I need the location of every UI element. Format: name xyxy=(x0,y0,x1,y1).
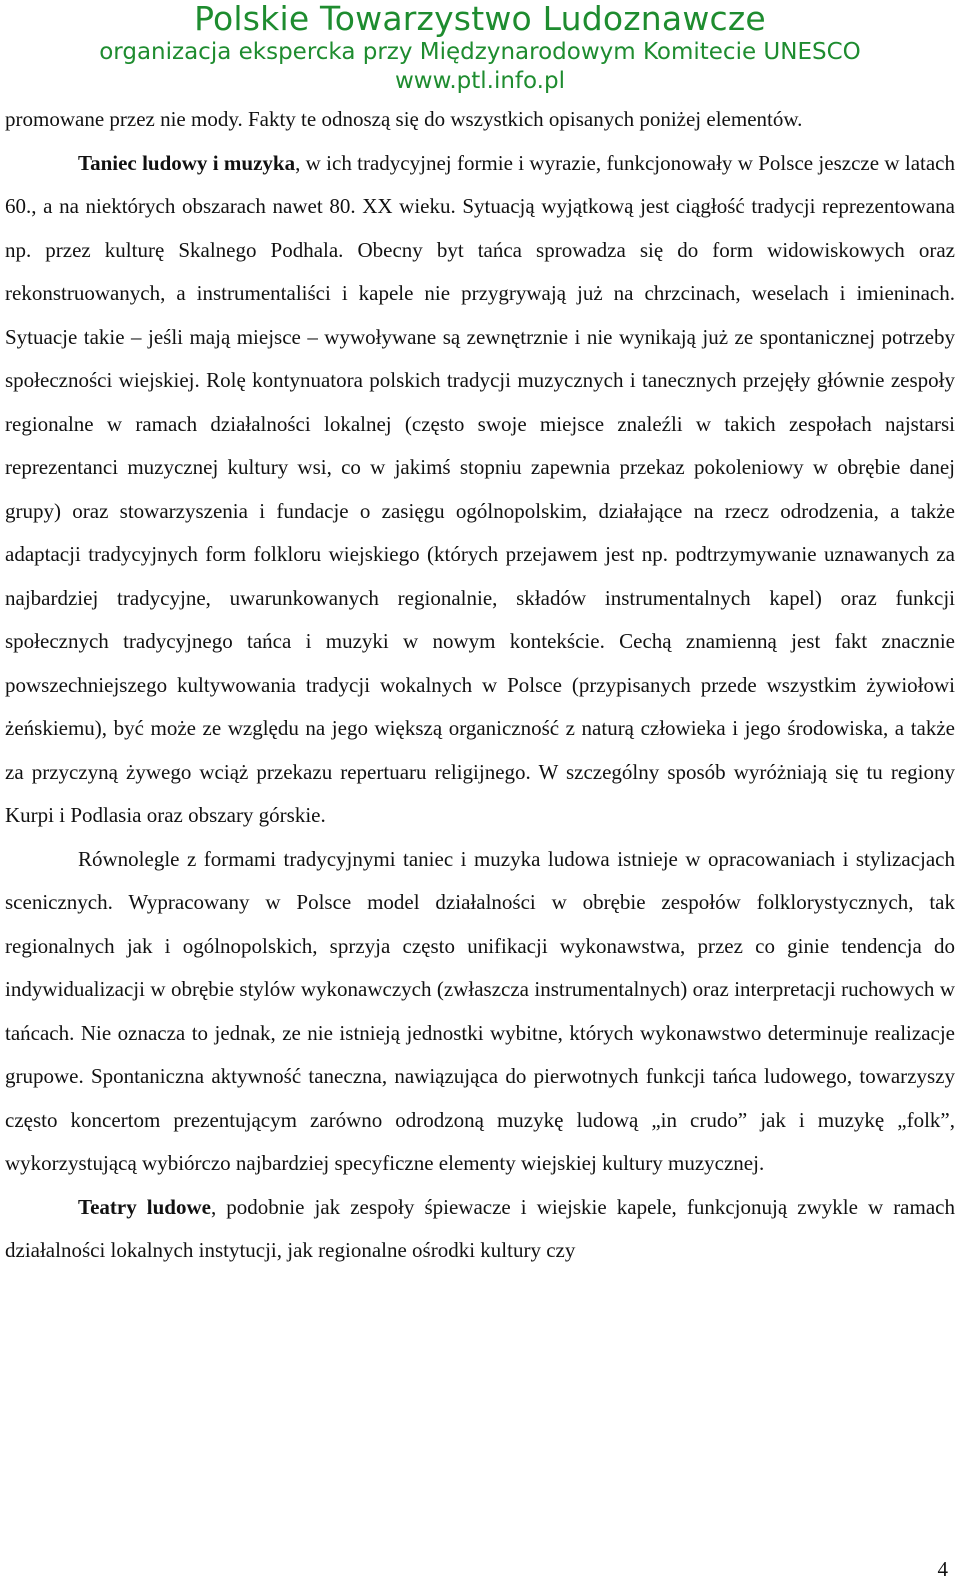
page-header xyxy=(0,0,960,96)
organization-name: Polskie Towarzystwo Ludoznawcze xyxy=(194,0,766,38)
paragraph-stage-arrangements: Równolegle z formami tradycyjnymi taniec i muzyka ludowa istnieje w opracowaniach i stylizacjach scenicznych. Wypracowany w Polsce model działalności w obrębie zespołów folklorystycznych, tak regionalnych jak i ogólnopolskich, sprzyja często unifikacji wykonawstwa, przez co ginie tendencja do indywidualizacji w obrębie stylów wykonawczych (zwłaszcza instrumentalnych) oraz interpretacji ruchowych w tańcach. Nie oznacza to jednak, ze nie istnieją jednostki wybitne, których wykonawstwo determinuje realizacje grupowe. Spontaniczna aktywność taneczna, nawiązująca do pierwotnych funkcji tańca ludowego, towarzyszy często koncertom prezentującym zarówno odrodzoną muzykę ludową „in crudo” jak i muzykę „folk”, wykorzystującą wybiórczo najbardziej specyficzne elementy wiejskiej kultury muzycznej. xyxy=(5,846,955,1175)
paragraph-text: , podobnie jak zespoły śpiewacze i wiejskie kapele, funkcjonują zwykle w ramach działalności lokalnych instytucji, jak regionalne ośrodki kultury czy xyxy=(5,1194,955,1262)
organization-url[interactable]: www.ptl.info.pl xyxy=(395,68,565,94)
paragraph-folk-dance-music xyxy=(5,142,955,838)
section-term-folk-theatres: Teatry ludowe xyxy=(78,1194,211,1219)
page-number: 4 xyxy=(937,1557,948,1581)
paragraph-folk-theatres xyxy=(5,1186,955,1273)
paragraph-continuation: promowane przez nie mody. Fakty te odnoszą się do wszystkich opisanych poniżej elementów. xyxy=(5,107,803,131)
section-term-folk-dance: Taniec ludowy i muzyka xyxy=(78,150,296,175)
document-body xyxy=(5,98,955,1273)
paragraph-text: , w ich tradycyjnej formie i wyrazie, funkcjonowały w Polsce jeszcze w latach 60., a na niektórych obszarach nawet 80. XX wieku. Sytuacją wyjątkową jest ciągłość tradycji reprezentowana np. przez kulturę Skalnego Podhala. Obecny byt tańca sprowadza się do form widowiskowych oraz rekonstruowanych, a instrumentaliści i kapele nie przygrywają już na chrzcinach, weselach i imieninach. Sytuacje takie – jeśli mają miejsce – wywoływane są zewnętrznie i nie wynikają już ze spontanicznej potrzeby społeczności wiejskiej. Rolę kontynuatora polskich tradycji muzycznych i tanecznych przejęły głównie zespoły regionalne w ramach działalności lokalnej (często swoje miejsce znaleźli w takich zespołach najstarsi reprezentanci muzycznej kultury wsi, co w jakimś stopniu zapewnia przekaz pokoleniowy w obrębie danej grupy) oraz stowarzyszenia i fundacje o zasięgu ogólnopolskim, działające na rzecz odrodzenia, a także adaptacji tradycyjnych form folkloru wiejskiego (których przejawem jest np. podtrzymywanie uznawanych za najbardziej tradycyjne, uwarunkowanych regionalnie, składów instrumentalnych kapel) oraz funkcji społecznych tradycyjnego tańca i muzyki w nowym kontekście. Cechą znamienną jest fakt znacznie powszechniejszego kultywowania tradycji wokalnych w Polsce (przypisanych przede wszystkim żywiołowi żeńskiemu), być może ze względu na jego większą organiczność z naturą człowieka i jego środowiska, a także za przyczyną żywego wciąż przekazu repertuaru religijnego. W szczególny sposób wyróżniają się tu regiony Kurpi i Podlasia oraz obszary górskie. xyxy=(5,150,955,827)
organization-subtitle: organizacja ekspercka przy Międzynarodowym Komitecie UNESCO xyxy=(99,39,861,65)
